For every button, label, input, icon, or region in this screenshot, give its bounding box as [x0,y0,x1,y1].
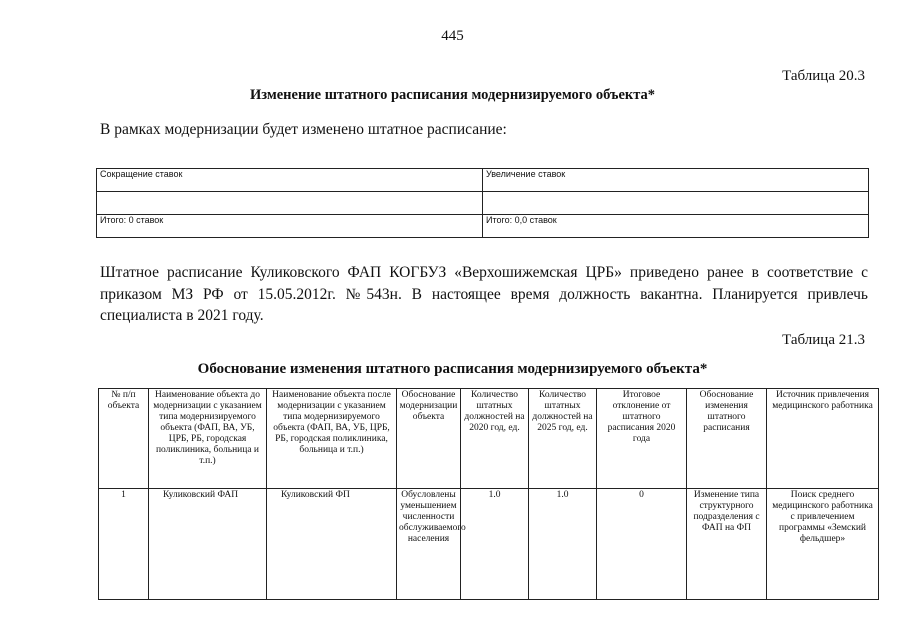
column-header: Наименование объекта до модернизации с указанием типа модернизируемого объекта (ФАП, ВА, УБ, ЦРБ, РБ, городская поликлиника, больница и т.п.) [149,389,267,489]
reduction-cell [97,192,483,215]
table-cell: Обусловлены уменьшением численности обслуживаемого населения [397,489,461,600]
table-label: Таблица 20.3 [782,68,865,84]
reduction-header: Сокращение ставок [97,169,483,192]
table-cell: 0 [597,489,687,600]
reduction-total: Итого: 0 ставок [97,215,483,238]
increase-total: Итого: 0,0 ставок [483,215,869,238]
column-header: Количество штатных должностей на 2020 год, ед. [461,389,529,489]
table-header-row [99,389,879,489]
page-number: 445 [441,28,464,44]
table-cell: 1.0 [529,489,597,600]
table-label: Таблица 21.3 [782,332,865,348]
column-header: Обоснование модернизации объекта [397,389,461,489]
table-cell: Куликовский ФП [267,489,397,600]
table-cell: Изменение типа структурного подразделения с ФАП на ФП [687,489,767,600]
column-header: Обоснование изменения штатного расписания [687,389,767,489]
table-title: Обоснование изменения штатного расписания модернизируемого объекта* [197,361,708,377]
increase-cell [483,192,869,215]
table-cell: 1.0 [461,489,529,600]
table-cell: 1 [99,489,149,600]
column-header: Количество штатных должностей на 2025 год, ед. [529,389,597,489]
intro-text: В рамках модернизации будет изменено штатное расписание: [100,121,507,138]
column-header: № п/п объекта [99,389,149,489]
column-header: Итоговое отклонение от штатного расписания 2020 года [597,389,687,489]
staff-change-table [96,168,869,238]
table-title: Изменение штатного расписания модернизируемого объекта* [249,87,656,103]
table-row [99,489,879,600]
column-header: Наименование объекта после модернизации с указанием типа модернизируемого объекта (ФАП, ВА, УБ, ЦРБ, РБ, городская поликлиника, больница и т.п.) [267,389,397,489]
column-header: Источник привлечения медицинского работника [767,389,879,489]
table-cell: Куликовский ФАП [149,489,267,600]
table-cell: Поиск среднего медицинского работника с привлечением программы «Земский фельдшер» [767,489,879,600]
body-paragraph: Штатное расписание Куликовского ФАП КОГБУЗ «Верхошижемская ЦРБ» приведено ранее в соответствие с приказом МЗ РФ от 15.05.2012г. №543н. В настоящее время должность вакантна. Планируется привлечь специалиста в 2021 году. [100,264,868,324]
increase-header: Увеличение ставок [483,169,869,192]
justification-table [98,388,879,600]
